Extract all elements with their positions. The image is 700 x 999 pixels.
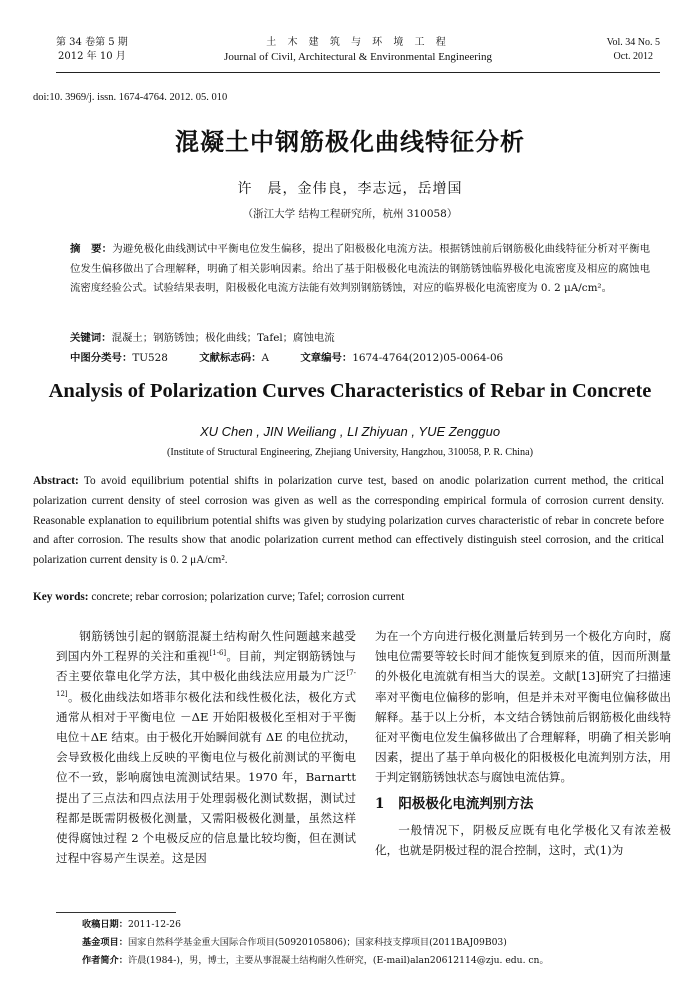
header-date-en: Oct. 2012 [613, 51, 653, 62]
intro-text-b: 。目前，判定钢筋锈蚀与否主要依靠电化学方法，其中极化曲线法应用最为广泛 [56, 649, 356, 684]
article-no-value: 1674-4764(2012)05-0064-06 [352, 352, 504, 364]
clc-value: TU528 [132, 352, 168, 364]
keywords-en-label: Key words: [33, 591, 89, 603]
received-date: 2011-12-26 [127, 919, 181, 930]
citation-ref: [1-6] [209, 649, 227, 658]
paragraph-intro-continued: 为在一个方向进行极化测量后转到另一个极化方向时，腐蚀电位需要等较长时间才能恢复到原来的值，因而所测量的外极化电流就有相当大的误差。文献[13]研究了扫描速率对平衡电位偏移的影响，但是并未对平衡电位偏移做出解释。基于以上分析，本文结合锈蚀前后钢筋极化曲线特征对平衡电位发生偏移做出了合理解释，明确了相关影响因素，提出了基于单向极化的阳极极化电流判别方法，用于判定钢筋锈蚀状态与腐蚀电流估算。 [375, 629, 671, 785]
header-volume-en: Vol. 34 No. 5 [606, 37, 660, 48]
title-cn: 混凝土中钢筋极化曲线特征分析 [175, 127, 525, 156]
abstract-en-text: To avoid equilibrium potential shifts in polarization curve test, based on anodic polarization current method, the critical polarization current density of steel corrosion was given as well as the corresponding empirical formula of corrosion current density. Reasonable explanation to equilibrium potential shifts was given by studying polarization curves characteristic of rebar in concrete before and after corrosion. The results show that anodic polarization current method can effectively distinguish steel corrosion, and the critical polarization current density is 0. 2 μA/cm². [33, 475, 664, 567]
author-label: 作者简介： [82, 955, 128, 966]
journal-name-en: Journal of Civil, Architectural & Environmental Engineering [224, 51, 492, 63]
authors-en: XU Chen , JIN Weiliang , LI Zhiyuan , YUE Zengguo [199, 424, 501, 439]
keywords-cn-text: 混凝土；钢筋锈蚀；极化曲线；Tafel；腐蚀电流 [111, 332, 335, 344]
keywords-cn-label: 关键词： [70, 332, 112, 344]
doi: doi:10. 3969/j. issn. 1674-4764. 2012. 05. 010 [33, 92, 228, 103]
paragraph-section1: 一般情况下，阴极反应既有电化学极化又有浓差极化，也就是阴极过程的混合控制，这时，式(1)为 [375, 822, 671, 858]
body-column-right [375, 626, 671, 860]
citation-ref: [7-12] [56, 669, 356, 698]
intro-text-a: 钢筋锈蚀引起的钢筋混凝土结构耐久性问题越来越受到国内外工程界的关注和重视 [56, 629, 356, 664]
article-no-label: 文章编号： [300, 352, 353, 364]
section-number: 1 [375, 795, 385, 812]
intro-text-c: 。极化曲线法如塔菲尔极化法和线性极化法，极化方式通常从相对于平衡电位 －ΔE 开始阳极极化至相对于平衡电位＋ΔE 结束。由于极化开始瞬间就有 ΔE 的电位扰动，会导致极化曲线上反映的平衡电位与极化前测试的平衡电位不一致，影响腐蚀电流测试结果。1970 年，Barnartt 提出了三点法和四点法用于处理弱极化测试数据，测试过程都是既需阴极极化测量，又需阳极极化测量，虽然这样使得腐蚀过程 2 个电极反应的信息量比较均衡，但在测试过程中容易产生误差。这是因 [56, 689, 356, 866]
header-date-cn: 2012 年 10 月 [58, 51, 126, 62]
affiliation-cn: （浙江大学 结构工程研究所，杭州 310058） [242, 208, 458, 220]
fund-label: 基金项目： [82, 937, 128, 948]
received-label: 收稿日期： [82, 919, 128, 930]
body-column-left [56, 626, 356, 868]
header-volume-cn: 第 34 卷第 5 期 [56, 37, 128, 48]
doc-code-label: 文献标志码： [199, 352, 262, 364]
clc-label: 中图分类号： [70, 352, 133, 364]
header-journal [56, 36, 660, 64]
fund-text: 国家自然科学基金重大国际合作项目(50920105806)；国家科技支撑项目(2011BAJ09B03) [127, 937, 507, 948]
title-en: Analysis of Polarization Curves Characteristics of Rebar in Concrete [48, 380, 652, 402]
abstract-cn [70, 240, 650, 299]
author-text: 许晨(1984-)，男，博士，主要从事混凝土结构耐久性研究，(E-mail)alan20612114@zju. edu. cn。 [127, 955, 549, 966]
affiliation-en: (Institute of Structural Engineering, Zhejiang University, Hangzhou, 310058, P. R. China) [166, 447, 534, 458]
keywords-cn [70, 329, 335, 344]
footnote-author [82, 954, 682, 967]
section-title: 阳极极化电流判别方法 [398, 795, 534, 812]
abstract-en-label: Abstract: [33, 475, 79, 487]
paragraph-intro [56, 626, 356, 868]
running-header [56, 36, 660, 73]
keywords-en [33, 591, 673, 603]
abstract-en [33, 472, 664, 571]
doc-code-value: A [261, 352, 270, 364]
footnote-fund [82, 936, 682, 949]
authors-cn: 许 晨，金伟良，李志远，岳增国 [237, 181, 463, 197]
abstract-cn-label: 摘 要： [70, 243, 113, 255]
header-issue-en [607, 36, 660, 64]
journal-name-cn: 土 木 建 筑 与 环 境 工 程 [266, 37, 450, 48]
section-heading [375, 794, 671, 814]
classification-line [70, 349, 650, 364]
footnote-divider [56, 912, 176, 913]
keywords-en-text: concrete; rebar corrosion; polarization curve; Tafel; corrosion current [88, 591, 405, 603]
footnote-received [82, 918, 682, 931]
abstract-cn-text: 为避免极化曲线测试中平衡电位发生偏移，提出了阳极极化电流方法。根据锈蚀前后钢筋极化曲线特征分析对平衡电位发生偏移做出了合理解释，明确了相关影响因素。给出了基于阳极极化电流法的钢筋锈蚀临界极化电流密度及相应的腐蚀电流密度经验公式。试验结果表明，阳极极化电流方法能有效判别钢筋锈蚀，对应的临界极化电流密度为 0. 2 μA/cm²。 [70, 243, 651, 294]
